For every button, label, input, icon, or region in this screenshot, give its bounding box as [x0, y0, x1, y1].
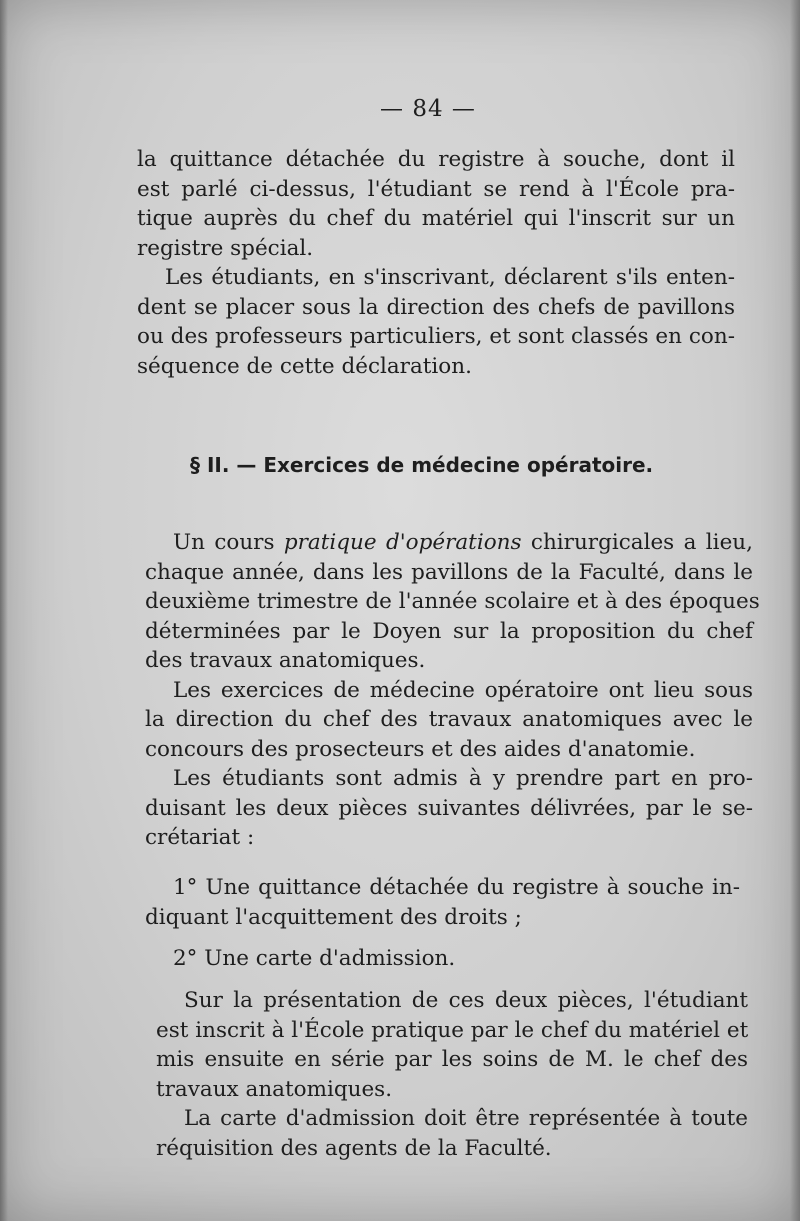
text-line: est inscrit à l'École pratique par le chef du matériel et: [156, 1017, 749, 1043]
paragraph-registration: [137, 145, 735, 381]
text-line: diquant l'acquittement des droits ;: [145, 904, 522, 930]
text-line: ou des professeurs particuliers, et sont classés en con-: [137, 324, 735, 349]
text-line: dent se placer sous la direction des chefs de pavillons: [137, 294, 735, 320]
text-line: deuxième trimestre de l'année scolaire et à des époques: [145, 589, 760, 614]
text-run: chirurgicales a lieu,: [530, 530, 753, 555]
text-line: mis ensuite en série par les soins de M. le chef des: [156, 1047, 748, 1072]
text-run: Un cours: [173, 530, 275, 555]
page-number: — 84 —: [380, 96, 476, 122]
text-line: travaux anatomiques.: [156, 1076, 393, 1102]
text-line: la direction du chef des travaux anatomiques avec le: [145, 707, 753, 732]
text-line: est parlé ci-dessus, l'étudiant se rend à l'École pra-: [137, 176, 735, 202]
list-item: 1° Une quittance détachée du registre à souche in-: [173, 875, 740, 900]
text-line: Les exercices de médecine opératoire ont lieu sous: [173, 677, 753, 703]
text-line: duisant les deux pièces suivantes délivrées, par le se-: [145, 795, 753, 821]
text-line: des travaux anatomiques.: [145, 648, 426, 673]
text-line: concours des prosecteurs et des aides d'anatomie.: [145, 736, 696, 762]
text-line: tique auprès du chef du matériel qui l'inscrit sur un: [137, 206, 735, 231]
list-item: 2° Une carte d'admission.: [173, 946, 456, 971]
paragraph-enrollment: [156, 986, 748, 1163]
text-line: séquence de cette déclaration.: [137, 353, 472, 379]
page-edge-shadow-left: [0, 0, 8, 1221]
text-line: registre spécial.: [137, 235, 314, 261]
section-heading: § II. — Exercices de médecine opératoire.: [190, 453, 654, 477]
text-line: Les étudiants, en s'inscrivant, déclarent s'ils enten-: [165, 265, 735, 290]
text-line: [145, 528, 753, 558]
text-line: la quittance détachée du registre à souche, dont il: [137, 147, 735, 172]
page-edge-shadow-right: [790, 0, 800, 1221]
text-line: Les étudiants sont admis à y prendre part en pro-: [173, 766, 753, 791]
text-line: La carte d'admission doit être représentée à toute: [184, 1106, 748, 1131]
italic-phrase: pratique d'opérations: [283, 530, 522, 555]
text-line: Sur la présentation de ces deux pièces, l'étudiant: [184, 988, 748, 1013]
text-line: crétariat :: [145, 825, 255, 850]
paragraph-operative-exercises: [145, 528, 760, 853]
text-line: déterminées par le Doyen sur la proposition du chef: [145, 618, 753, 644]
text-line: chaque année, dans les pavillons de la Faculté, dans le: [145, 559, 753, 585]
list-required-documents: [145, 873, 740, 974]
text-line: réquisition des agents de la Faculté.: [156, 1135, 552, 1161]
